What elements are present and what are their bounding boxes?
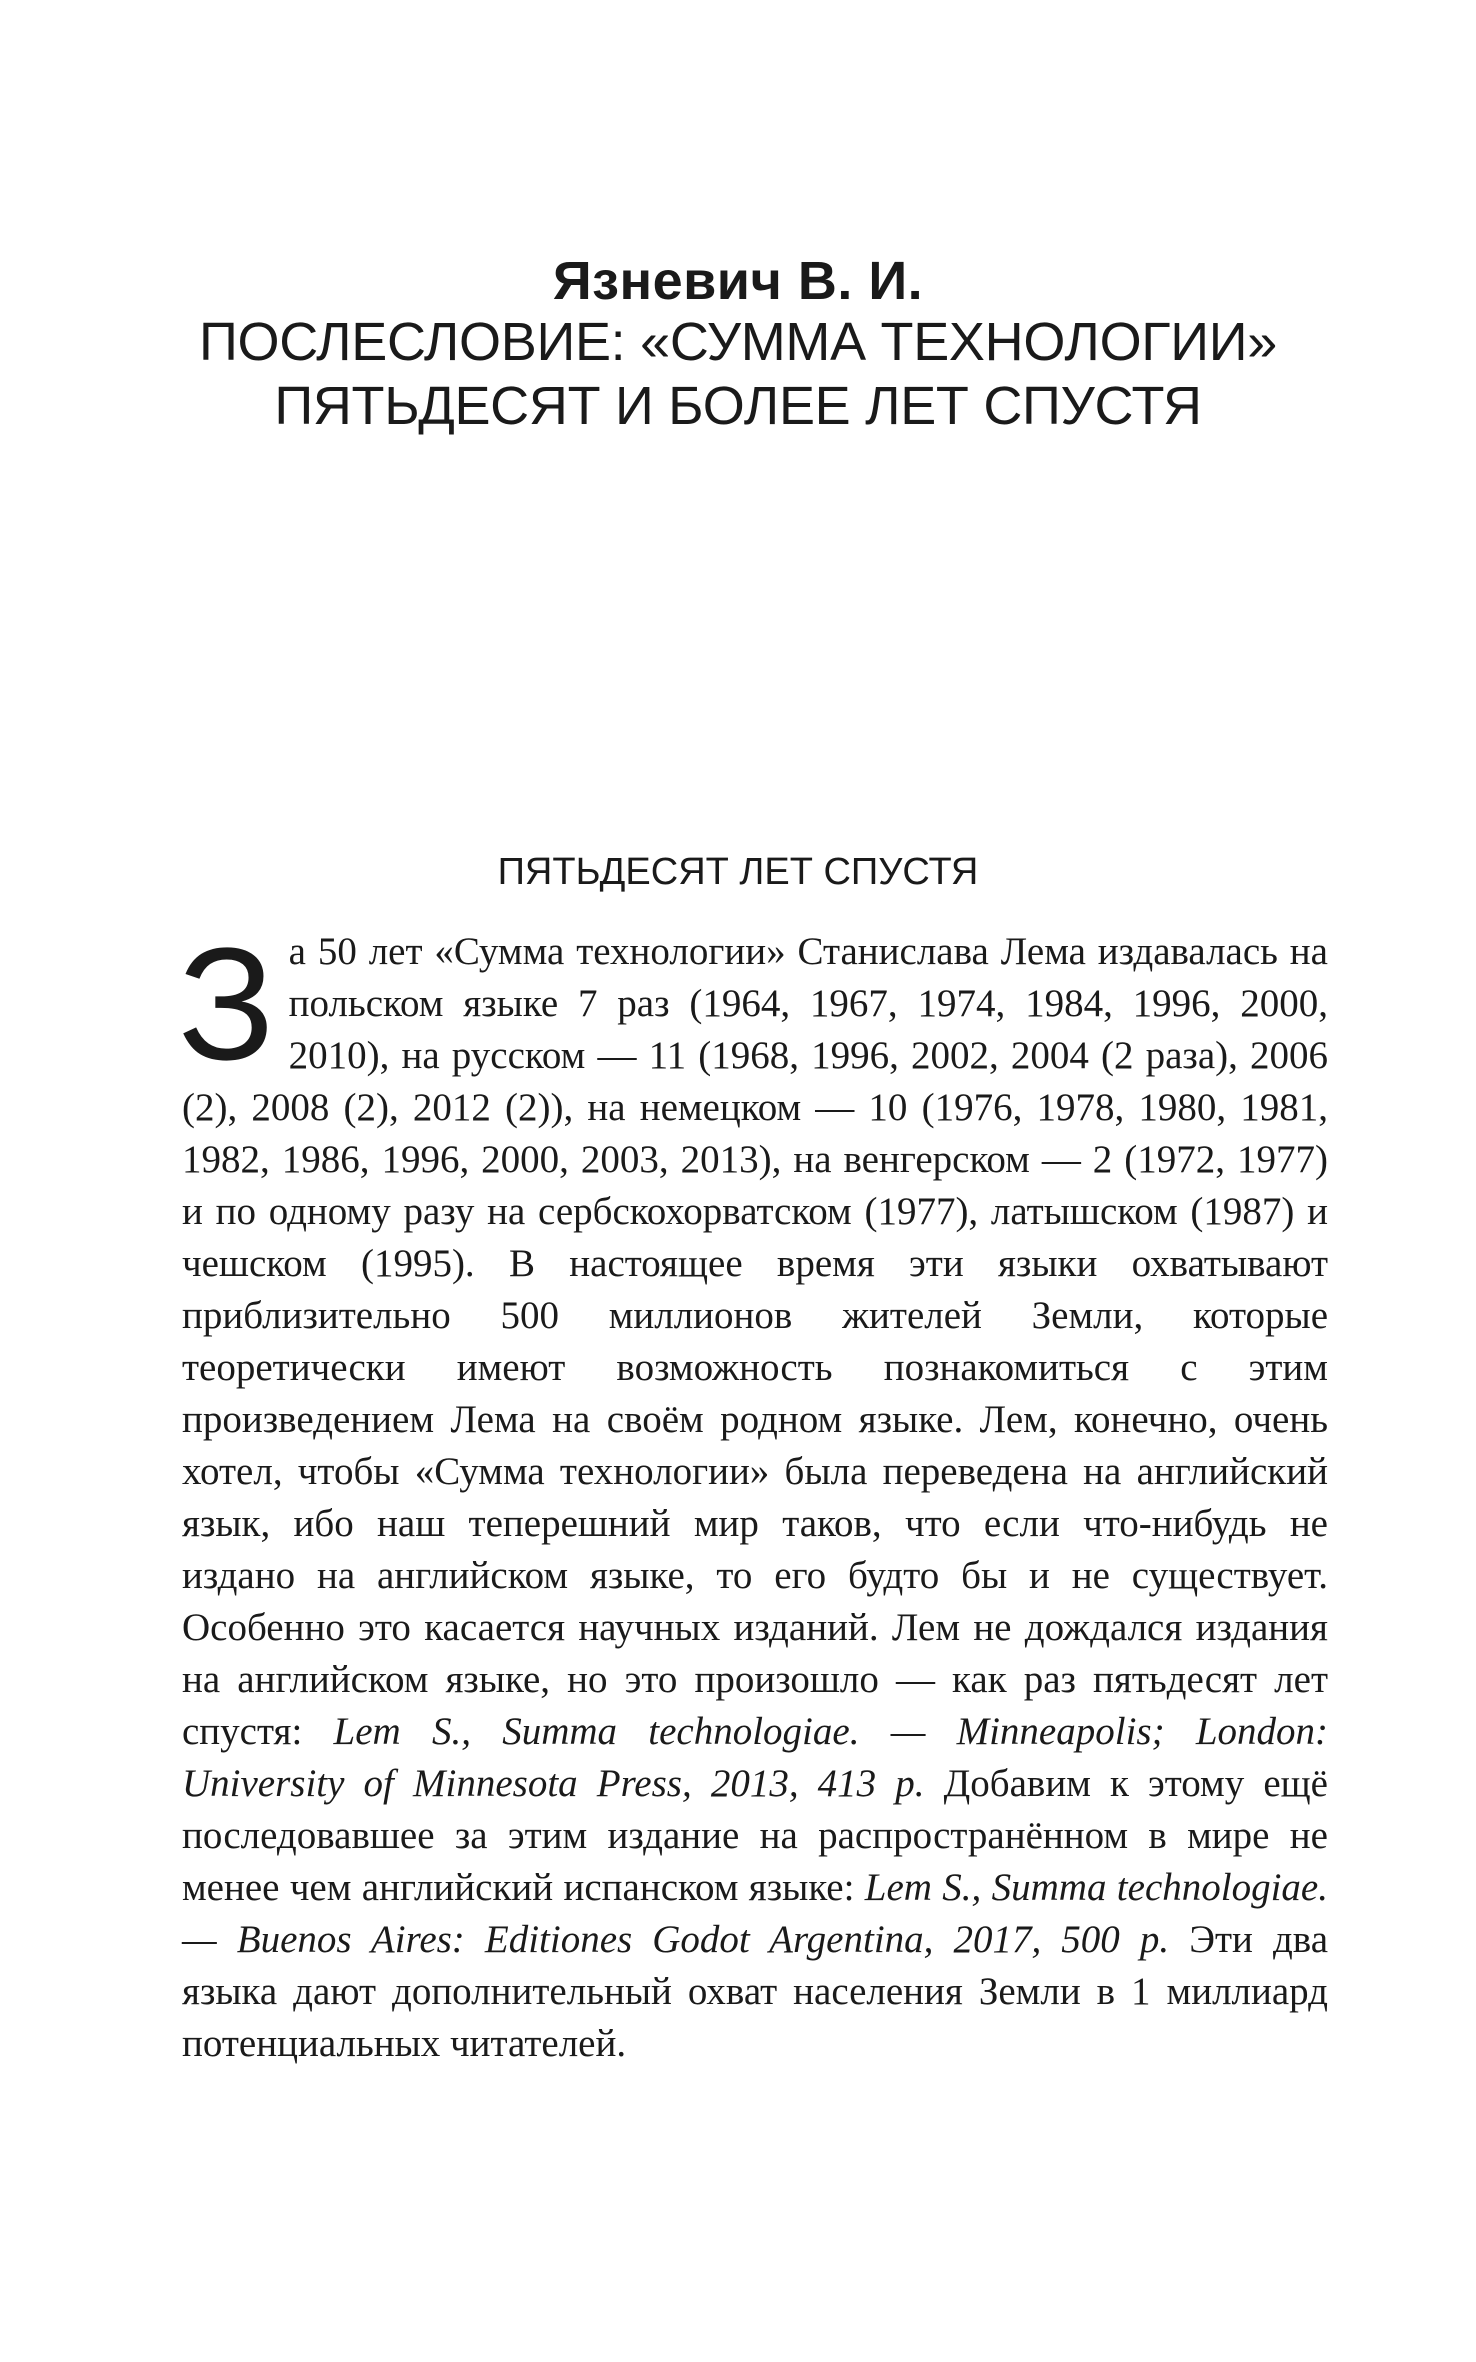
drop-cap-letter: З xyxy=(178,914,275,1093)
paragraph-text-part-2: Добавим к этому ещё последовавшее за этим издание на распространённом в мире не менее чем английский испанском языке: xyxy=(182,1762,1328,1909)
chapter-title-line-1: ПОСЛЕСЛОВИЕ: «СУММА ТЕХНОЛОГИИ» xyxy=(199,312,1277,372)
paragraph-text-part-3: Эти два языка дают дополнительный охват населения Земли в 1 миллиард потенциальных читателей. xyxy=(182,1918,1329,2065)
chapter-header xyxy=(120,252,1356,438)
body-paragraph xyxy=(178,914,1329,2070)
section-heading: ПЯТЬДЕСЯТ ЛЕТ СПУСТЯ xyxy=(497,851,979,893)
citation-spanish-edition: Lem S., Summa technologiae. — Buenos Aires: Editiones Godot Argentina, 2017, 500 p. xyxy=(182,1866,1328,1961)
citation-english-edition: Lem S., Summa technologiae. — Minneapolis; London: University of Minnesota Press, 2013, 413 p. xyxy=(182,1710,1328,1805)
paragraph-text-part-1: а 50 лет «Сумма технологии» Станислава Лема издавалась на польском языке 7 раз (1964, 1967, 1974, 1984, 1996, 2000, 2010), на русском — 11 (1968, 1996, 2002, 2004 (2 раза), 2006 (2), 2008 (2), 2012 (2)), на немецком — 10 (1976, 1978, 1980, 1981, 1982, 1986, 1996, 2000, 2003, 2013), на венгерском — 2 (1972, 1977) и по одному разу на сербскохорватском (1977), латышском (1987) и чешском (1995). В настоящее время эти языки охватывают приблизительно 500 миллионов жителей Земли, которые теоретически имеют возможность познакомиться с этим произведением Лема на своём родном языке. Лем, конечно, очень хотел, чтобы «Сумма технологии» была переведена на английский язык, ибо наш теперешний мир таков, что если что-нибудь не издано на английском языке, то его будто бы и не существует. Особенно это касается научных изданий. Лем не дождался издания на английском языке, но это произошло — как раз пятьдесят лет спустя: xyxy=(182,930,1328,1753)
chapter-title-line-2: ПЯТЬДЕСЯТ И БОЛЕЕ ЛЕТ СПУСТЯ xyxy=(274,376,1202,436)
author-name: Язневич В. И. xyxy=(552,251,924,311)
